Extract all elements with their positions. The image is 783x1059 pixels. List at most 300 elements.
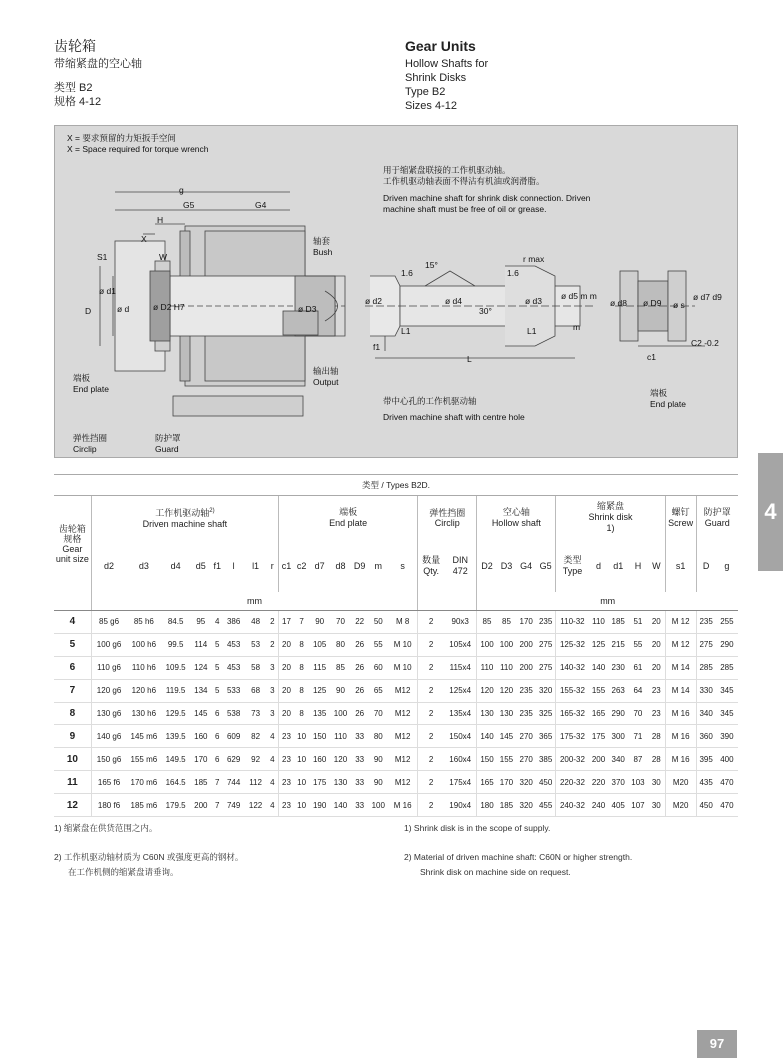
dim-g: g xyxy=(179,185,184,195)
col-qty-en: Qty. xyxy=(423,565,440,576)
dim-15-deg: 15° xyxy=(425,260,438,270)
table-cell: 8 xyxy=(294,679,309,702)
table-cell: 26 xyxy=(351,656,369,679)
table-cell: 255 xyxy=(716,611,738,634)
table-cell: 2 xyxy=(267,611,279,634)
table-cell: 107 xyxy=(628,794,648,817)
table-cell: 80 xyxy=(330,633,351,656)
table-cell: 3 xyxy=(267,702,279,725)
table-cell: 130 xyxy=(330,771,351,794)
table-cell: 2 xyxy=(418,633,444,656)
table-cell: 20 xyxy=(648,633,666,656)
table-cell: 3 xyxy=(267,656,279,679)
table-cell: 170 xyxy=(516,611,536,634)
table-cell: 65 xyxy=(368,679,388,702)
table-cell: 4 xyxy=(267,771,279,794)
table-cell: 320 xyxy=(516,794,536,817)
table-cell: 125-32 xyxy=(556,633,589,656)
table-cell: 100 xyxy=(368,794,388,817)
table-row xyxy=(54,611,738,634)
size-header-en: Gear unit size xyxy=(55,543,89,564)
hollow-shaft-header-cn: 空心轴 xyxy=(502,506,530,517)
table-cell: 185 xyxy=(497,794,517,817)
dimension-table xyxy=(54,474,738,817)
table-cell: 100 h6 xyxy=(126,633,161,656)
dim-L1-a: L1 xyxy=(401,326,411,336)
shrink-disk-header xyxy=(556,496,666,540)
driven-shaft-header-cn: 工作机驱动轴 xyxy=(155,507,210,518)
table-cell: 135 xyxy=(309,702,330,725)
size-header xyxy=(54,496,91,592)
bush-label-cn: 轴套 xyxy=(313,236,331,246)
table-cell: 20 xyxy=(279,679,294,702)
table-cell: 175 xyxy=(589,725,609,748)
table-cell: M20 xyxy=(665,794,696,817)
table-cell: 200 xyxy=(190,794,212,817)
guard-header xyxy=(696,496,738,540)
bush-label-en: Bush xyxy=(313,247,333,257)
table-cell: 300 xyxy=(608,725,628,748)
shrink-disk-header-en: Shrink disk xyxy=(588,512,633,523)
col-d2: d2 xyxy=(91,540,126,592)
table-cell: 190x4 xyxy=(444,794,477,817)
dim-D3: ø D3 xyxy=(298,304,317,314)
table-cell: 23 xyxy=(279,748,294,771)
table-cell: M12 xyxy=(388,702,418,725)
table-cell: 23 xyxy=(279,771,294,794)
table-cell: 320 xyxy=(536,679,556,702)
table-cell: 7 xyxy=(212,794,223,817)
chapter-tab: 4 xyxy=(758,453,783,571)
col-D9: D9 xyxy=(353,560,366,571)
dim-d3: ø d3 xyxy=(525,296,543,306)
size-cell: 12 xyxy=(54,794,91,817)
table-cell: 33 xyxy=(351,748,369,771)
table-cell: 115x4 xyxy=(444,656,477,679)
header-sizes-cn: 规格 4-12 xyxy=(54,96,102,108)
table-cell: 130 xyxy=(477,702,497,725)
table-cell: 110 xyxy=(589,611,609,634)
table-cell: 5 xyxy=(212,633,223,656)
table-cell: 85 xyxy=(497,611,517,634)
end-plate2-label-en: End plate xyxy=(650,399,686,409)
table-cell: M 16 xyxy=(665,748,696,771)
screw-header xyxy=(665,496,696,540)
table-cell: 70 xyxy=(368,702,388,725)
table-cell: M 8 xyxy=(388,611,418,634)
table-cell: 53 xyxy=(245,633,267,656)
col-D: D xyxy=(696,540,716,592)
table-cell: 61 xyxy=(628,656,648,679)
end-plate2-label-cn: 端板 xyxy=(650,388,668,398)
end-plate-header-en: End plate xyxy=(329,517,368,528)
table-cell: M 16 xyxy=(665,725,696,748)
dim-c2: C2 -0.2 xyxy=(691,338,719,348)
table-cell: 22 xyxy=(351,611,369,634)
table-cell: 395 xyxy=(696,748,716,771)
table-row xyxy=(54,794,738,817)
table-cell: 470 xyxy=(716,771,738,794)
dim-d2: ø d2 xyxy=(365,296,383,306)
table-cell: 5 xyxy=(212,656,223,679)
table-cell: 125x4 xyxy=(444,679,477,702)
screw-header-cn: 螺钉 xyxy=(671,506,690,517)
table-cell: 400 xyxy=(716,748,738,771)
centre-hole-label-en: Driven machine shaft with centre hole xyxy=(383,412,525,422)
table-cell: 2 xyxy=(418,771,444,794)
table-cell: 120 xyxy=(330,748,351,771)
table-cell: 103 xyxy=(628,771,648,794)
guard-header-cn: 防护罩 xyxy=(703,506,731,517)
table-cell: 33 xyxy=(351,771,369,794)
table-cell: 110 xyxy=(497,656,517,679)
table-cell: 235 xyxy=(696,611,716,634)
table-cell: 609 xyxy=(223,725,245,748)
table-cell: 100 g6 xyxy=(91,633,126,656)
col-d1: d1 xyxy=(613,560,624,571)
table-cell: M 16 xyxy=(665,702,696,725)
table-cell: 390 xyxy=(716,725,738,748)
end-plate-label-cn: 端板 xyxy=(73,373,91,383)
table-cell: 270 xyxy=(516,725,536,748)
table-cell: 155 m6 xyxy=(126,748,161,771)
col-c2: c2 xyxy=(296,560,307,571)
table-cell: 2 xyxy=(418,748,444,771)
dim-r-max: r max xyxy=(523,254,545,264)
table-cell: 320 xyxy=(516,771,536,794)
table-cell: 629 xyxy=(223,748,245,771)
table-cell: 48 xyxy=(245,611,267,634)
table-cell: 110 xyxy=(330,725,351,748)
x-note-cn: X = 要求预留的力矩扳手空间 xyxy=(67,133,176,143)
dim-d5: ø d5 m m xyxy=(561,291,597,301)
table-cell: 73 xyxy=(245,702,267,725)
table-cell: 175 xyxy=(309,771,330,794)
table-cell: 5 xyxy=(212,679,223,702)
table-cell: M 10 xyxy=(388,633,418,656)
col-c1: c1 xyxy=(279,540,294,592)
table-cell: 290 xyxy=(716,633,738,656)
shrink-disk-header-cn: 缩紧盘 xyxy=(597,501,625,512)
table-cell: 105 xyxy=(309,633,330,656)
table-cell: 99.5 xyxy=(161,633,189,656)
table-cell: 455 xyxy=(536,794,556,817)
table-cell: 385 xyxy=(536,748,556,771)
table-cell: 70 xyxy=(628,702,648,725)
dim-c1: c1 xyxy=(647,352,656,362)
table-cell: 340 xyxy=(608,748,628,771)
table-cell: 17 xyxy=(279,611,294,634)
table-cell: 170 xyxy=(497,771,517,794)
table-row xyxy=(54,725,738,748)
table-cell: 405 xyxy=(608,794,628,817)
table-cell: M12 xyxy=(388,679,418,702)
table-cell: 185 xyxy=(190,771,212,794)
table-cell: 70 xyxy=(330,611,351,634)
footnote-2-cn-a: 2) 工作机驱动轴材质为 C60N 或强度更高的钢材。 xyxy=(54,852,244,862)
table-cell: 6 xyxy=(212,748,223,771)
table-cell: 215 xyxy=(608,633,628,656)
footnote-1-cn: 1) 缩紧盘在供货范围之内。 xyxy=(54,823,158,833)
table-cell: 2 xyxy=(418,725,444,748)
table-cell: 71 xyxy=(628,725,648,748)
header-title-cn: 齿轮箱 xyxy=(54,38,96,54)
table-cell: 20 xyxy=(279,633,294,656)
table-cell: 200-32 xyxy=(556,748,589,771)
dim-G5: G5 xyxy=(183,200,195,210)
table-cell: 120 xyxy=(477,679,497,702)
table-cell: 50 xyxy=(368,611,388,634)
table-cell: 85 g6 xyxy=(91,611,126,634)
driven-shaft-footnote-ref: 2) xyxy=(209,507,215,514)
col-m: m xyxy=(374,560,383,571)
table-cell: 235 xyxy=(516,702,536,725)
table-cell: 170 xyxy=(190,748,212,771)
header-subtitle-cn: 带缩紧盘的空心轴 xyxy=(54,58,142,70)
table-cell: 23 xyxy=(648,702,666,725)
table-cell: 7 xyxy=(294,611,309,634)
table-cell: 164.5 xyxy=(161,771,189,794)
table-cell: 453 xyxy=(223,633,245,656)
table-cell: 124 xyxy=(190,656,212,679)
table-cell: 220-32 xyxy=(556,771,589,794)
table-cell: 180 f6 xyxy=(91,794,126,817)
output-label-cn: 输出轴 xyxy=(313,366,339,376)
table-cell: 749 xyxy=(223,794,245,817)
size-cell: 9 xyxy=(54,725,91,748)
table-cell: 10 xyxy=(294,771,309,794)
unit-mm-right: mm xyxy=(477,592,738,611)
driven-shaft-header xyxy=(91,496,278,540)
table-cell: 345 xyxy=(716,679,738,702)
table-cell: 155 xyxy=(497,748,517,771)
circlip-label-cn: 弹性挡圈 xyxy=(73,433,108,443)
table-cell: 10 xyxy=(294,748,309,771)
table-cell: 135x4 xyxy=(444,702,477,725)
dim-d: ø d xyxy=(117,304,130,314)
table-cell: 122 xyxy=(245,794,267,817)
table-cell: M 14 xyxy=(665,656,696,679)
footnote-1-en: 1) Shrink disk is in the scope of supply. xyxy=(404,823,551,833)
table-cell: 90 xyxy=(309,611,330,634)
col-G4: G4 xyxy=(520,560,533,571)
table-cell: 263 xyxy=(608,679,628,702)
table-row xyxy=(54,748,738,771)
dim-m: m xyxy=(573,322,581,332)
table-cell: M12 xyxy=(388,725,418,748)
dim-W: W xyxy=(159,252,168,262)
table-cell: 20 xyxy=(279,656,294,679)
table-body xyxy=(54,611,738,817)
table-cell: 450 xyxy=(696,794,716,817)
shaft-note-en-1: Driven machine shaft for shrink disk connection. Driven xyxy=(383,193,591,203)
table-cell: 365 xyxy=(536,725,556,748)
table-cell: 60 xyxy=(368,656,388,679)
header-type-en: Type B2 xyxy=(405,86,446,98)
col-din: DIN 472 xyxy=(452,554,468,576)
col-d3: d3 xyxy=(138,560,149,571)
x-note-en: X = Space required for torque wrench xyxy=(67,144,209,154)
col-qty-cn: 数量 xyxy=(422,554,441,565)
table-cell: 92 xyxy=(245,748,267,771)
header-title-en: Gear Units xyxy=(405,38,476,54)
centre-hole-label-cn: 带中心孔的工作机驱动轴 xyxy=(383,396,477,406)
table-cell: 150x4 xyxy=(444,725,477,748)
table-cell: 235 xyxy=(516,679,536,702)
table-cell: 170 m6 xyxy=(126,771,161,794)
screw-header-en: Screw xyxy=(668,517,694,528)
shaft-note-cn-2: 工作机驱动轴表面不得沾有机油或润滑脂。 xyxy=(383,176,545,186)
header-type-cn: 类型 B2 xyxy=(54,82,93,94)
dim-X: X xyxy=(141,234,147,244)
table-cell: 165-32 xyxy=(556,702,589,725)
table-cell: 139.5 xyxy=(161,725,189,748)
table-cell: 33 xyxy=(351,794,369,817)
col-d: d xyxy=(595,560,601,571)
col-d5: d5 xyxy=(195,560,206,571)
table-cell: 325 xyxy=(536,702,556,725)
dim-f1: f1 xyxy=(373,342,381,352)
table-cell: 51 xyxy=(628,611,648,634)
guard-header-en: Guard xyxy=(704,517,730,528)
circlip-header-en: Circlip xyxy=(434,517,460,528)
table-cell: 230 xyxy=(608,656,628,679)
dim-s: ø s xyxy=(673,300,685,310)
table-cell: 55 xyxy=(628,633,648,656)
table-cell: M 12 xyxy=(665,633,696,656)
size-header-cn1: 齿轮箱 xyxy=(58,523,86,534)
table-row xyxy=(54,679,738,702)
table-cell: 275 xyxy=(536,633,556,656)
col-f1: f1 xyxy=(213,560,221,571)
shaft-note-cn-1: 用于缩紧盘联接的工作机驱动轴。 xyxy=(383,165,511,175)
table-cell: 110 g6 xyxy=(91,656,126,679)
table-cell: 6 xyxy=(212,702,223,725)
circlip-label-en: Circlip xyxy=(73,444,97,454)
table-cell: 4 xyxy=(267,748,279,771)
table-cell: 110 xyxy=(477,656,497,679)
table-cell: 129.5 xyxy=(161,702,189,725)
table-cell: 28 xyxy=(648,725,666,748)
table-cell: 90 xyxy=(330,679,351,702)
table-cell: 140 xyxy=(330,794,351,817)
table-cell: 85 xyxy=(477,611,497,634)
dim-D2: ø D2 H7 xyxy=(153,302,185,312)
table-cell: 100 xyxy=(497,633,517,656)
table-cell: 120 h6 xyxy=(126,679,161,702)
dim-L: L xyxy=(467,354,472,364)
table-cell: 340 xyxy=(696,702,716,725)
table-cell: 2 xyxy=(267,633,279,656)
size-cell: 4 xyxy=(54,611,91,634)
table-cell: 85 h6 xyxy=(126,611,161,634)
table-cell: 155 xyxy=(589,679,609,702)
table-cell: 370 xyxy=(608,771,628,794)
table-cell: 149.5 xyxy=(161,748,189,771)
table-cell: 185 xyxy=(608,611,628,634)
col-g: g xyxy=(724,560,730,571)
table-cell: 33 xyxy=(351,725,369,748)
header-subtitle-en-2: Shrink Disks xyxy=(405,72,467,84)
dim-L1-b: L1 xyxy=(527,326,537,336)
table-cell: 26 xyxy=(351,679,369,702)
table-cell: 175-32 xyxy=(556,725,589,748)
table-cell: 275 xyxy=(536,656,556,679)
table-cell: M 16 xyxy=(388,794,418,817)
table-cell: 20 xyxy=(648,656,666,679)
header-sizes-en: Sizes 4-12 xyxy=(405,100,457,112)
table-cell: M 14 xyxy=(665,679,696,702)
table-cell: 470 xyxy=(716,794,738,817)
dim-30-deg: 30° xyxy=(479,306,492,316)
dim-D: D xyxy=(85,306,92,316)
table-cell: 130 h6 xyxy=(126,702,161,725)
table-cell: 290 xyxy=(608,702,628,725)
footnote-2-en-a: 2) Material of driven machine shaft: C60N or higher strength. xyxy=(404,852,633,862)
table-cell: 200 xyxy=(589,748,609,771)
col-type-cn: 类型 xyxy=(563,554,582,565)
table-cell: 100 xyxy=(477,633,497,656)
col-W: W xyxy=(652,560,661,571)
table-cell: 110-32 xyxy=(556,611,589,634)
table-cell: 744 xyxy=(223,771,245,794)
col-l1: l1 xyxy=(252,560,260,571)
dim-G4: G4 xyxy=(255,200,267,210)
table-cell: 240 xyxy=(589,794,609,817)
col-qty xyxy=(418,540,444,592)
end-plate-header-cn: 端板 xyxy=(339,506,358,517)
table-cell: 8 xyxy=(294,702,309,725)
unit-mm-left: mm xyxy=(91,592,417,611)
table-cell: 160 xyxy=(190,725,212,748)
table-cell: 8 xyxy=(294,633,309,656)
dim-S1: S1 xyxy=(97,252,108,262)
table-cell: 80 xyxy=(368,725,388,748)
page-number: 97 xyxy=(697,1030,737,1058)
table-cell: 180 xyxy=(477,794,497,817)
table-cell: 100 xyxy=(330,702,351,725)
dim-d7: ø d7 d9 xyxy=(693,292,722,302)
dim-D9: ø D9 xyxy=(643,298,662,308)
hollow-shaft-header-en: Hollow shaft xyxy=(491,517,541,528)
table-cell: 435 xyxy=(696,771,716,794)
table-cell: 2 xyxy=(418,656,444,679)
table-cell: 2 xyxy=(418,794,444,817)
table-cell: 538 xyxy=(223,702,245,725)
table-cell: 105x4 xyxy=(444,633,477,656)
table-cell: 58 xyxy=(245,656,267,679)
table-cell: 140 xyxy=(589,656,609,679)
dim-d4: ø d4 xyxy=(445,296,463,306)
guard-label-en: Guard xyxy=(155,444,179,454)
end-plate-label-en: End plate xyxy=(73,384,109,394)
table-cell: 145 xyxy=(497,725,517,748)
table-cell: 90x3 xyxy=(444,611,477,634)
col-H: H xyxy=(634,560,642,571)
table-cell: 533 xyxy=(223,679,245,702)
table-cell: 200 xyxy=(516,633,536,656)
table-row xyxy=(54,702,738,725)
table-cell: 28 xyxy=(648,748,666,771)
table-row xyxy=(54,771,738,794)
col-l: l xyxy=(232,560,235,571)
table-cell: M20 xyxy=(665,771,696,794)
table-cell: 68 xyxy=(245,679,267,702)
shrink-disk-footnote-ref: 1) xyxy=(606,523,615,534)
table-cell: 30 xyxy=(648,794,666,817)
table-cell: 160 xyxy=(309,748,330,771)
col-r: r xyxy=(270,560,274,571)
